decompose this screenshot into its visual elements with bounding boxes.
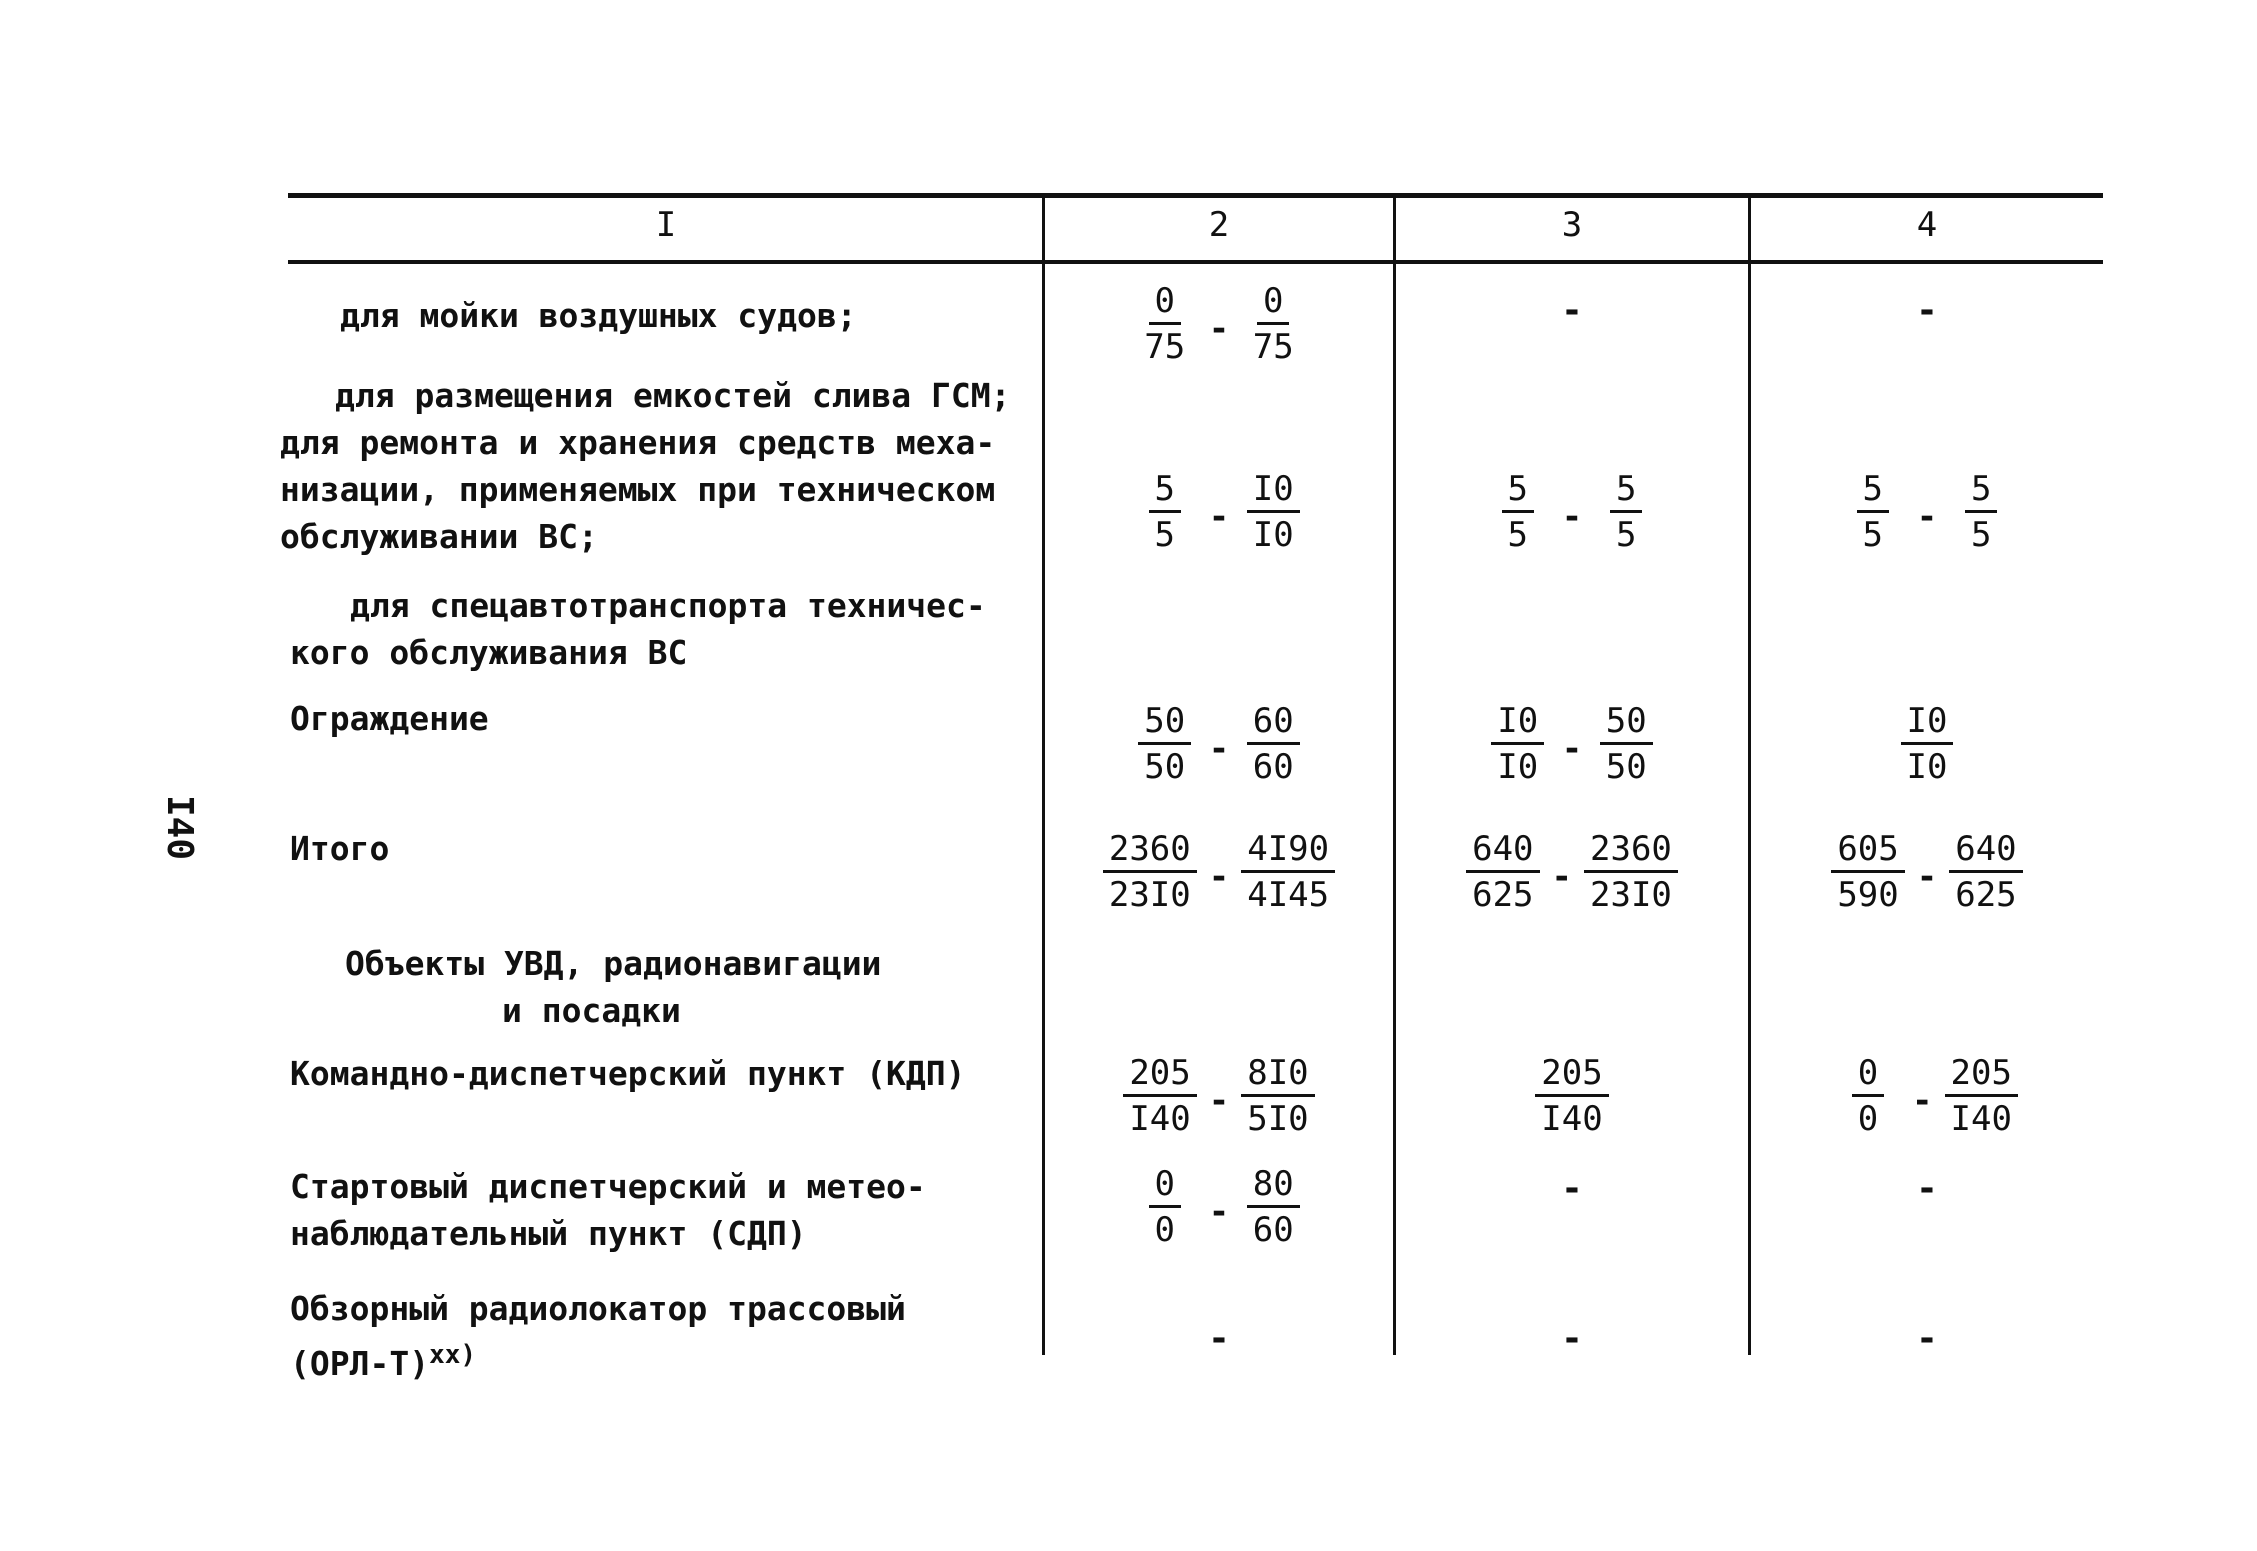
row-label-total: Итого <box>290 829 390 868</box>
row-3-col-2: $\frac{50}{50}$ - $\frac{60}{60}$ <box>1045 700 1393 789</box>
column-header-2: 2 <box>1208 205 1230 245</box>
row-3-col-4 <box>1751 700 2103 789</box>
fraction: $\frac{4I90}{4I45}$ <box>1241 828 1335 917</box>
row-label: низации, применяемых при техническом <box>280 470 996 509</box>
row-6-col-4: $\frac{0}{0}$ - $\frac{205}{I40}$ <box>1751 1052 2103 1141</box>
fraction: $\frac{0}{75}$ <box>1252 281 1294 367</box>
row-7-col-4: - <box>1916 1168 1938 1209</box>
fraction: $\frac{205}{I40}$ <box>1535 1052 1608 1141</box>
row-4-col-3: $\frac{640}{625}$ - $\frac{2360}{23I0}$ <box>1396 828 1748 917</box>
fraction: $\frac{0}{0}$ <box>1133 1163 1197 1252</box>
fraction: $\frac{5}{5}$ <box>1486 468 1550 557</box>
row-label: обслуживании ВС; <box>280 517 598 556</box>
footnote-mark: xx) <box>429 1340 477 1370</box>
section-heading: Объекты УВД, радионавигации <box>345 944 882 983</box>
column-header-4: 4 <box>1916 205 1938 245</box>
fraction: $\frac{50}{50}$ <box>1594 700 1658 789</box>
fraction: $\frac{80}{60}$ <box>1241 1163 1305 1252</box>
fraction: $\frac{205}{I40}$ <box>1123 1052 1196 1141</box>
row-3-col-3: $\frac{I0}{I0}$ - $\frac{50}{50}$ <box>1396 700 1748 789</box>
row-8-col-3: - <box>1561 1318 1583 1359</box>
fraction: $\frac{I0}{I0}$ <box>1486 700 1550 789</box>
row-1-col-2: $\frac{5}{5}$ - $\frac{I0}{I0}$ <box>1045 468 1393 557</box>
row-label: Обзорный радиолокатор трассовый <box>290 1289 906 1328</box>
row-8-col-2: - <box>1208 1318 1230 1359</box>
row-1-col-3: $\frac{5}{5}$ - $\frac{5}{5}$ <box>1396 468 1748 557</box>
row-7-col-2: $\frac{0}{0}$ - $\frac{80}{60}$ <box>1045 1163 1393 1252</box>
column-header-3: 3 <box>1561 205 1583 245</box>
fraction: $\frac{2360}{23I0}$ <box>1103 828 1197 917</box>
fraction: $\frac{0}{0}$ <box>1836 1052 1900 1141</box>
fraction: $\frac{60}{60}$ <box>1241 700 1305 789</box>
fraction: $\frac{640}{625}$ <box>1949 828 2022 917</box>
fraction: $\frac{50}{50}$ <box>1133 700 1197 789</box>
row-1-col-4: $\frac{5}{5}$ - $\frac{5}{5}$ <box>1751 468 2103 557</box>
column-header-1: I <box>655 205 677 245</box>
row-label: Стартовый диспетчерский и метео- <box>290 1167 926 1206</box>
fraction: $\frac{2360}{23I0}$ <box>1584 828 1678 917</box>
section-heading: и посадки <box>502 991 681 1030</box>
row-label: для размещения емкостей слива ГСМ; <box>335 376 1011 415</box>
fraction: $\frac{0}{75}$ <box>1144 281 1186 367</box>
row-6-col-3 <box>1396 1052 1748 1141</box>
fraction: $\frac{8I0}{5I0}$ <box>1241 1052 1314 1141</box>
fraction: $\frac{605}{590}$ <box>1831 828 1904 917</box>
row-4-col-4: $\frac{605}{590}$ - $\frac{640}{625}$ <box>1751 828 2103 917</box>
fraction: $\frac{5}{5}$ <box>1133 468 1197 557</box>
row-label: наблюдательный пункт (СДП) <box>290 1214 807 1253</box>
fraction: $\frac{5}{5}$ <box>1841 468 1905 557</box>
table-header-rule <box>288 260 2103 264</box>
fraction: $\frac{640}{625}$ <box>1466 828 1539 917</box>
fraction: $\frac{205}{I40}$ <box>1945 1052 2018 1141</box>
row-label: для ремонта и хранения средств меха- <box>280 423 996 462</box>
row-4-col-2: $\frac{2360}{23I0}$ - $\frac{4I90}{4I45}$ <box>1045 828 1393 917</box>
row-0-col-3: - <box>1561 290 1583 331</box>
row-8-col-4: - <box>1916 1318 1938 1359</box>
fraction: $\frac{5}{5}$ <box>1594 468 1658 557</box>
row-label: для спецавтотранспорта техничес- <box>350 586 986 625</box>
row-7-col-3: - <box>1561 1168 1583 1209</box>
row-6-col-2: $\frac{205}{I40}$ - $\frac{8I0}{5I0}$ <box>1045 1052 1393 1141</box>
row-label: $(ОРЛ-Т)^{xx)}$ <box>290 1340 477 1383</box>
row-label: кого обслуживания ВС <box>290 633 688 672</box>
row-label: Ограждение <box>290 699 489 738</box>
fraction: $\frac{I0}{I0}$ <box>1895 700 1959 789</box>
fraction: $\frac{I0}{I0}$ <box>1241 468 1305 557</box>
row-0-col-2: $\frac{0}{75}$ - $\frac{0}{75}$ <box>1045 280 1393 369</box>
row-0-col-4: - <box>1916 290 1938 331</box>
fraction: $\frac{5}{5}$ <box>1949 468 2013 557</box>
page-number: I40 <box>159 795 200 861</box>
row-label: Командно-диспетчерский пункт (КДП) <box>290 1054 966 1093</box>
row-label: для мойки воздушных судов; <box>340 296 857 335</box>
table-top-rule <box>288 193 2103 198</box>
